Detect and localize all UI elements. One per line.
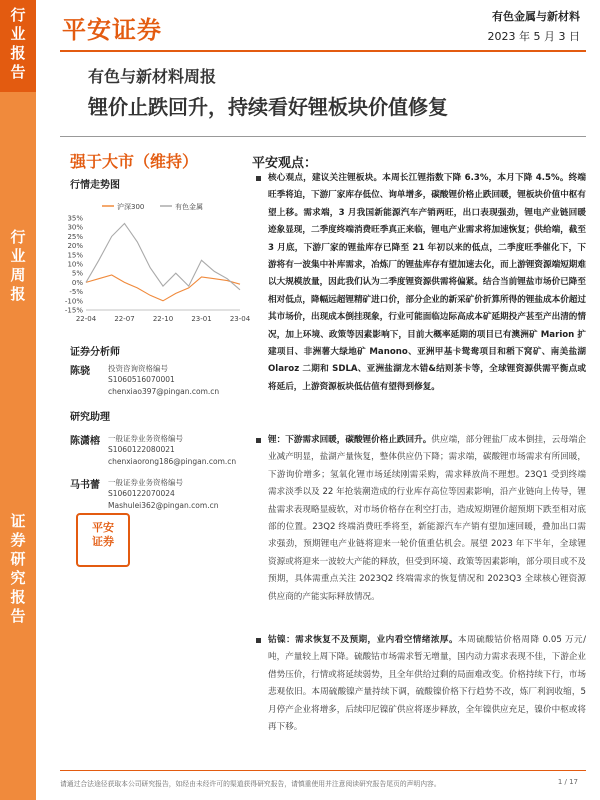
sidebar-char: 报	[10, 44, 26, 62]
y-tick-label: 15%	[67, 251, 83, 260]
y-tick-label: 30%	[67, 223, 83, 232]
x-tick-label: 22-04	[75, 315, 97, 323]
sidebar-char: 业	[10, 247, 26, 265]
assistant-name: 陈潇榕	[70, 436, 100, 447]
paragraph-bold: 核心观点，建议关注锂板块。本周长江锂指数下降 6.3%，本月下降 4.5%。终端旺季将迫，下游厂家库存低位、询单增多，碳酸锂价格止跌回暖，锂板块价值中枢有望上移。需求端，3 月我国新能源汽车产销两旺，出口表现强劲，锂电产业链回暖迹象显现，二季度终端消费旺季真正来临，锂电产业需求将加速恢复；供给端，截至 3 月底，下游厂家的锂盐库存已降至 21 年初以来的低点，二季度旺季催化下，下游将有一波集中补库需求，冶炼厂的锂盐库存有望加速去化，而上游锂资源端短期难以大规模放量，因此我们认为二季度锂资源供需将偏紧。结合当前锂盐市场价已降至相对低点，降幅远超锂精矿进口价，部分企业的新采矿价折算所得的锂盐成本价超过其市场价，出现成本倒挂现象，行业可能面临边际高成本矿延期投产甚至产出清的情况，加上环境、政策等因素影响下，目前大概率延期的项目已有澳洲矿 Marion 扩建项目、非洲薯大绿地矿 Manono、亚洲甲基卡鸳鸯项目和稻下窝矿、南美盐湖 Olaroz 二期和 SDLA、亚洲盐湖龙木错&结则茶卡等，全球锂资源供需平衡点或将延后，上游资源板块低估值有望得到修复。	[268, 173, 586, 392]
brand-logo: 平安证券	[62, 16, 162, 44]
sidebar-label-weekly	[0, 228, 36, 304]
market-trend-chart	[60, 198, 251, 328]
y-tick-label: 20%	[67, 242, 83, 251]
y-tick-label: -10%	[64, 297, 83, 306]
y-tick-label: 10%	[67, 260, 83, 269]
page-number: 1 / 17	[557, 778, 578, 786]
sidebar-char: 报	[10, 588, 26, 606]
analyst-line: S1060516070001	[108, 375, 175, 384]
sidebar-char: 业	[10, 25, 26, 43]
paragraph-text	[268, 632, 586, 736]
assistant-line: S1060122070024	[108, 489, 175, 498]
paragraph-cobalt-nickel	[256, 632, 586, 736]
sidebar-char: 周	[10, 266, 26, 284]
assistant-line: 一般证券业务资格编号	[108, 478, 183, 487]
header-divider	[60, 50, 586, 52]
title-divider	[60, 136, 586, 137]
series-line	[86, 224, 240, 290]
sidebar-char: 证	[10, 512, 26, 530]
bullet-icon	[256, 638, 261, 643]
company-seal	[76, 513, 130, 567]
x-tick-label: 23-01	[191, 315, 212, 323]
sidebar-char: 告	[10, 607, 26, 625]
y-tick-label: 25%	[67, 232, 83, 241]
analyst-name: 陈骁	[70, 366, 90, 377]
report-date: 2023 年 5 月 3 日	[487, 30, 580, 43]
paragraph-text	[268, 432, 586, 606]
paragraph-normal: 本周硫酸钴价格周降 0.05 万元/吨，产量较上周下降。硫酸钴市场需求暂无增量，国内动力需求表现不佳，下游企业借势压价，行情或将延续弱势，且全年供给过剩的局面难改变。价格持续下行，市场悲观依旧。本周硫酸镍产量持续下调，硫酸镍价格下行趋势不改，炼厂利润收缩，5 月停产企业将增多，后续印尼镍矿供应将逐步释放，全年镍供应充足，镍价中枢或将再下移。	[268, 635, 586, 733]
sidebar-char: 券	[10, 531, 26, 549]
footer-divider	[60, 770, 586, 771]
y-tick-label: -5%	[69, 288, 83, 297]
sidebar-char: 告	[10, 63, 26, 81]
assistant-section-title: 研究助理	[70, 412, 110, 423]
series-line	[86, 275, 240, 301]
assistant-line: 一般证券业务资格编号	[108, 434, 183, 443]
sidebar-strip	[0, 0, 36, 800]
y-tick-label: 0%	[71, 278, 83, 287]
paragraph-bold: 钴镍：需求恢复不及预期，业内看空情绪浓厚。	[268, 635, 459, 645]
industry-name: 有色金属与新材料	[492, 10, 580, 23]
x-tick-label: 23-04	[229, 315, 251, 323]
sidebar-label-research	[0, 512, 36, 626]
seal-text: 证券	[92, 535, 114, 548]
seal-text: 平安	[92, 521, 114, 534]
sidebar-char: 行	[10, 6, 26, 24]
analyst-line: 投资咨询资格编号	[108, 364, 168, 373]
analyst-email: chenxiao397@pingan.com.cn	[108, 387, 220, 396]
sidebar-char: 行	[10, 228, 26, 246]
bullet-icon	[256, 438, 261, 443]
rating: 强于大市（维持）	[70, 152, 199, 171]
x-tick-label: 22-07	[114, 315, 135, 323]
y-tick-label: 5%	[71, 269, 83, 278]
sidebar-label-report	[0, 6, 36, 82]
y-tick-label: 35%	[67, 214, 83, 223]
viewpoint-title: 平安观点：	[252, 156, 318, 171]
sidebar-char: 研	[10, 550, 26, 568]
chart-svg	[60, 198, 251, 328]
assistant-email: Mashulei362@pingan.com.cn	[108, 501, 219, 510]
paragraph-text	[268, 170, 586, 396]
report-subtitle: 有色与新材料周报	[88, 67, 217, 86]
paragraph-bold: 锂：下游需求回暖，碳酸锂价格止跌回升。	[268, 435, 432, 445]
legend-label: 有色金属	[175, 203, 203, 211]
assistant-line: S1060122080021	[108, 445, 175, 454]
x-tick-label: 22-10	[152, 315, 174, 323]
chart-title: 行情走势图	[70, 180, 120, 191]
sidebar-char: 报	[10, 285, 26, 303]
paragraph-core	[256, 170, 586, 396]
legend-label: 沪深300	[117, 203, 145, 211]
paragraph-lithium	[256, 432, 586, 606]
analyst-section-title: 证券分析师	[70, 347, 120, 358]
report-title: 锂价止跌回升，持续看好锂板块价值修复	[88, 95, 448, 119]
y-tick-label: -15%	[64, 306, 83, 315]
assistant-name: 马书蕾	[70, 480, 100, 491]
sidebar-char: 究	[10, 569, 26, 587]
paragraph-normal: 供应端，部分锂盐厂成本倒挂，云母端企业减产明显，盐湖产量恢复，整体供应仍下降；需求端，碳酸锂市场需求有所回暖，下游询价增多；氢氧化锂市场延续刚需采购，需求释放尚不理想。23Q1 受到终端需求淡季以及 22 年抢装潮造成的行业库存高位等因素影响，沿产业链向上传导，锂盐需求表现略显疲软，对市场价格存在利空打击，造成短期锂价超预期下跌至相对底部的位置。23Q2 终端消费旺季将至，新能源汽车产销有望加速回暖，叠加出口需求强劲，预期锂电产业链将迎来一轮价值重估机会。展望 2023 年下半年，全球锂资源或将迎来一波较大产能的释放，但受到环境、政策等因素影响，部分项目或不及预期，具体需重点关注 2023Q2 终端需求的恢复情况和 2023Q3 全球核心锂资源供应商的产能实际释放情况。	[268, 435, 586, 602]
assistant-email: chenxiaorong186@pingan.com.cn	[108, 457, 237, 466]
footer-disclaimer: 请通过合法途径获取本公司研究报告，如经由未经许可的渠道获得研究报告，请慎重使用并注意阅读研究报告尾页的声明内容。	[60, 780, 441, 788]
bullet-icon	[256, 176, 261, 181]
